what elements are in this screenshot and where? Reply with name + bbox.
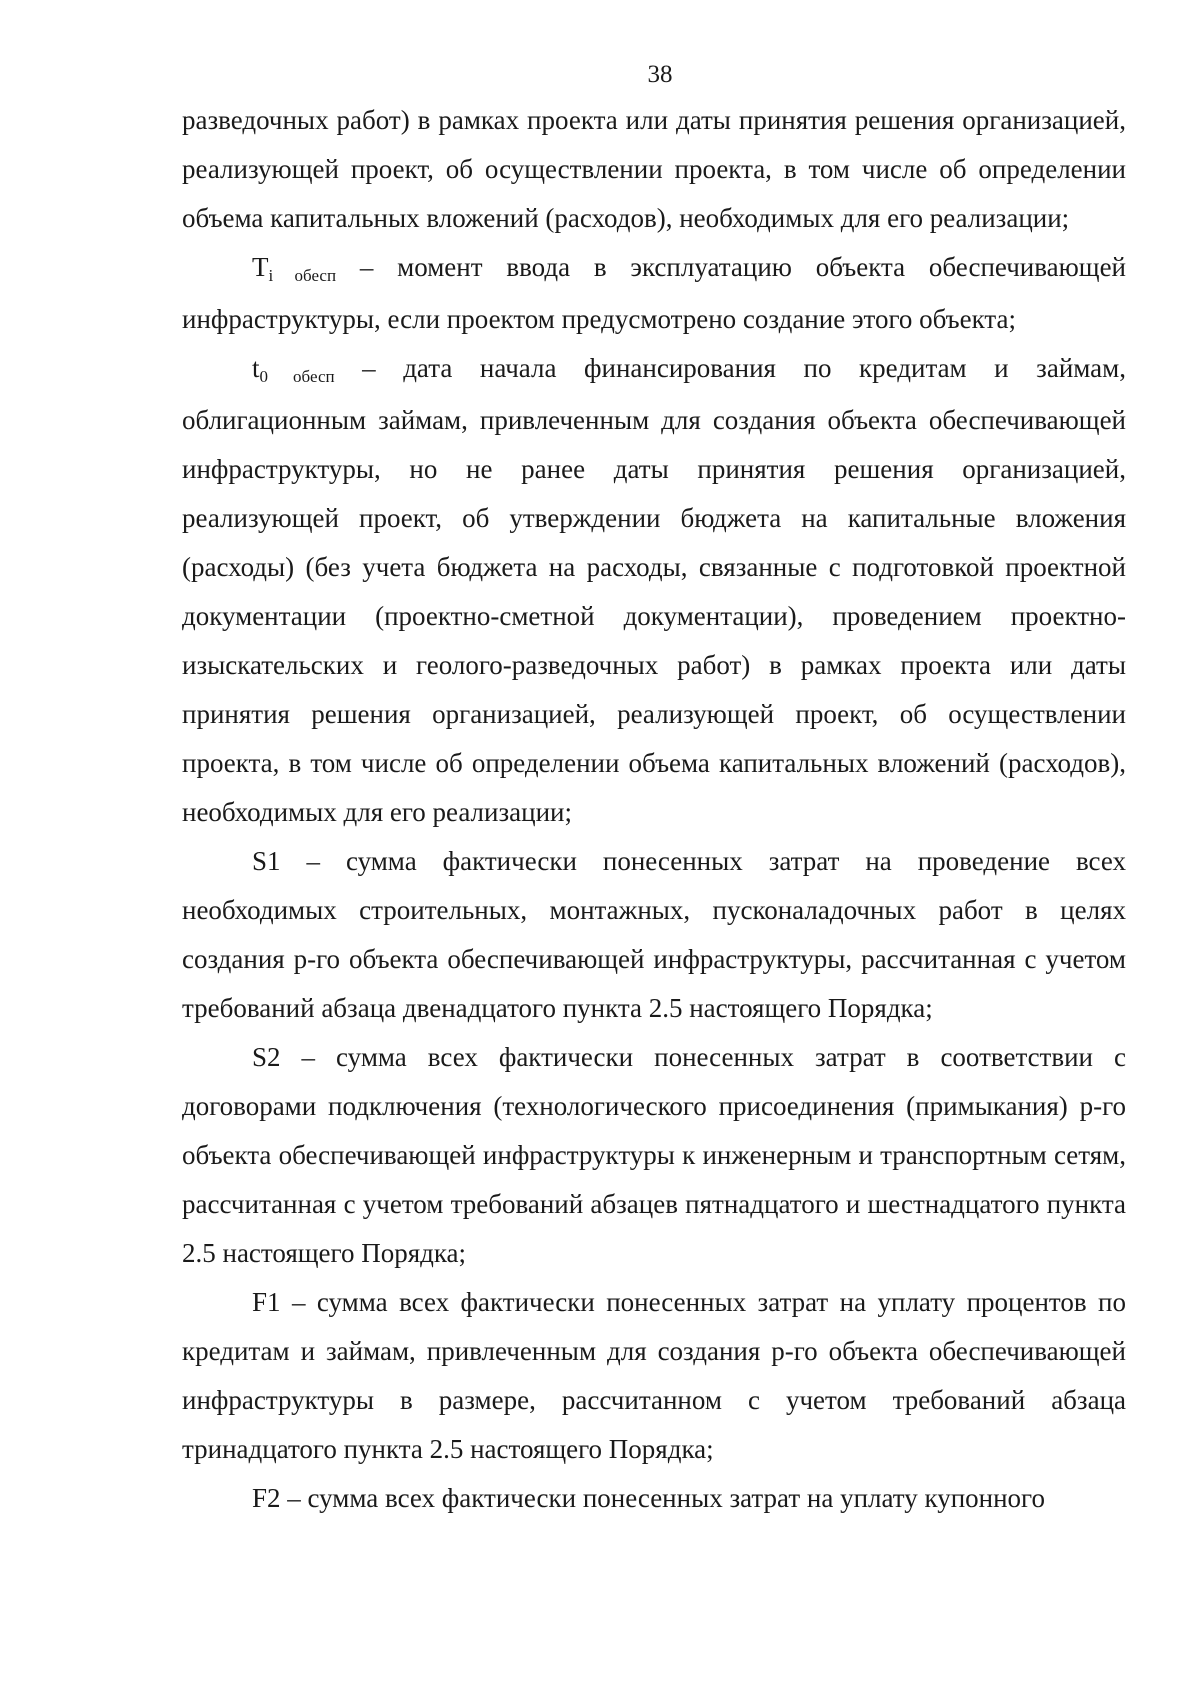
paragraph-continuation (182, 96, 1126, 243)
symbol-f1: F1 (252, 1287, 281, 1317)
paragraph-text: – дата начала финансирования по кредитам и займам, облигационным займам, привлеченным для создания объекта обеспечивающей инфраструктуры, но не ранее даты принятия решения организацией, реализующей проект, об утверждении бюджета на капитальные вложения (расходы) (без учета бюджета на расходы, связанные с подготовкой проектной документации (проектно-сметной документации), проведением проектно-изыскательских и геолого-разведочных работ) в рамках проекта или даты принятия решения организацией, реализующей проект, об осуществлении проекта, в том числе об определении объема капитальных вложений (расходов), необходимых для его реализации; (182, 353, 1126, 827)
symbol-s1: S1 (252, 846, 281, 876)
symbol-letter: T (252, 252, 269, 282)
document-body (182, 96, 1126, 1523)
symbol-s2: S2 (252, 1042, 281, 1072)
symbol-ti-obesp (252, 252, 337, 285)
paragraph-s2 (182, 1033, 1126, 1278)
paragraph-s1 (182, 837, 1126, 1033)
paragraph-t0-obesp (182, 344, 1126, 837)
paragraph-f1 (182, 1278, 1126, 1474)
paragraph-ti-obesp (182, 243, 1126, 344)
paragraph-text: – сумма всех фактически понесенных затрат на уплату процентов по кредитам и займам, привлеченным для создания p-го объекта обеспечивающей инфраструктуры в размере, рассчитанном с учетом требований абзаца тринадцатого пункта 2.5 настоящего Порядка; (182, 1287, 1126, 1464)
paragraph-text: – сумма всех фактически понесенных затрат на уплату купонного (280, 1483, 1045, 1513)
symbol-f2: F2 (252, 1483, 281, 1513)
paragraph-text: – сумма всех фактически понесенных затрат в соответствии с договорами подключения (технологического присоединения (примыкания) p-го объекта обеспечивающей инфраструктуры к инженерным и транспортным сетям, рассчитанная с учетом требований абзацев пятнадцатого и шестнадцатого пункта 2.5 настоящего Порядка; (182, 1042, 1126, 1268)
symbol-subscript: 0 обесп (259, 367, 335, 386)
paragraph-text: – момент ввода в эксплуатацию объекта обеспечивающей инфраструктуры, если проектом предусмотрено создание этого объекта; (182, 252, 1126, 334)
paragraph-text: разведочных работ) в рамках проекта или даты принятия решения организацией, реализующей проект, об осуществлении проекта, в том числе об определении объема капитальных вложений (расходов), необходимых для его реализации; (182, 105, 1126, 233)
symbol-t0-obesp (252, 353, 335, 386)
symbol-letter: t (252, 353, 260, 383)
paragraph-f2 (182, 1474, 1126, 1523)
paragraph-text: – сумма фактически понесенных затрат на проведение всех необходимых строительных, монтажных, пусконаладочных работ в целях создания p-го объекта обеспечивающей инфраструктуры, рассчитанная с учетом требований абзаца двенадцатого пункта 2.5 настоящего Порядка; (182, 846, 1126, 1023)
page-number: 38 (647, 61, 673, 88)
symbol-subscript: i обесп (268, 266, 337, 285)
